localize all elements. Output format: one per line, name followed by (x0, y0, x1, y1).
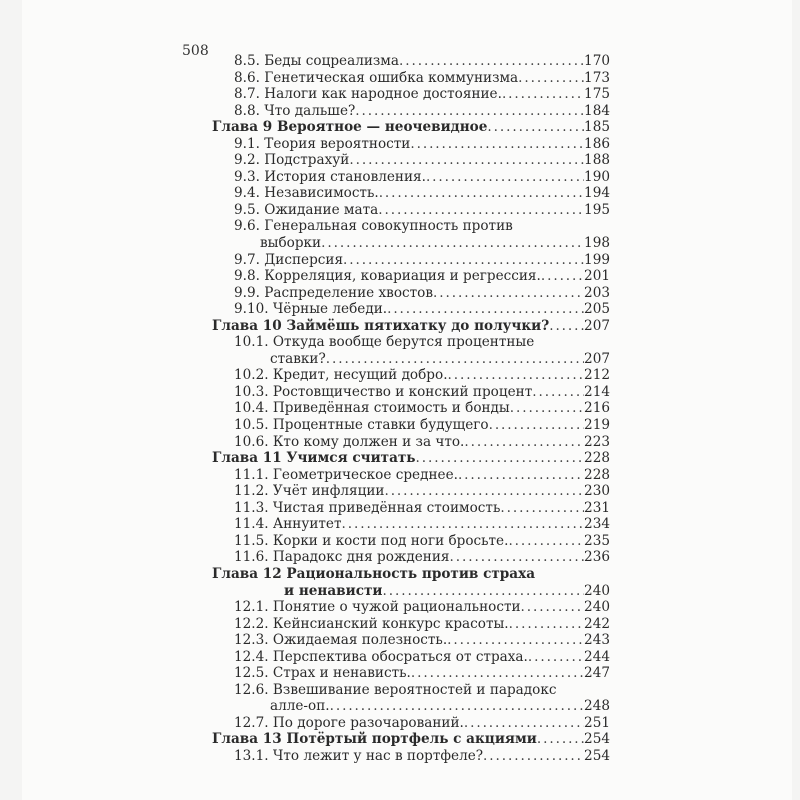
dot-leader (378, 202, 584, 219)
entry-title: 11.1. Геометрическое среднее. (234, 466, 458, 483)
entry-page-number: 231 (584, 499, 610, 516)
dot-leader (411, 665, 584, 682)
toc-section-entry (212, 632, 610, 649)
toc-section-entry (212, 334, 610, 351)
toc-section-entry (212, 467, 610, 484)
entry-page-number: 254 (584, 747, 610, 764)
entry-title: и ненависти (284, 582, 383, 599)
entry-title: 9.3. История становления. (234, 168, 426, 185)
entry-title: 11.2. Учёт инфляции (234, 483, 385, 500)
dot-leader (321, 235, 584, 252)
entry-title: 13.1. Что лежит у нас в портфеле? (234, 747, 484, 764)
entry-page-number: 185 (584, 119, 610, 136)
entry-title: ставки? (270, 350, 326, 367)
entry-page-number: 219 (584, 417, 610, 434)
toc-section-entry (212, 698, 610, 715)
entry-title: алле-оп. (270, 698, 330, 715)
toc-section-entry (212, 400, 610, 417)
entry-title: 11.3. Чистая приведённая стоимость (234, 499, 501, 516)
toc-section-entry (212, 367, 610, 384)
entry-title: 10.3. Ростовщичество и конский процент (234, 383, 533, 400)
dot-leader (426, 169, 584, 186)
entry-page-number: 212 (584, 367, 610, 384)
entry-title: 12.4. Перспектива обосраться от страха. (234, 648, 528, 665)
dot-leader (382, 583, 584, 600)
dot-leader (500, 500, 584, 517)
toc-section-entry (212, 549, 610, 566)
toc-section-entry (212, 417, 610, 434)
entry-page-number: 173 (584, 69, 610, 86)
entry-page-number: 243 (584, 632, 610, 649)
dot-leader (528, 649, 584, 666)
toc-section-entry (212, 103, 610, 120)
dot-leader (343, 252, 584, 269)
entry-page-number: 240 (584, 582, 610, 599)
toc-section-entry (212, 53, 610, 70)
toc-section-entry (212, 152, 610, 169)
dot-leader (537, 731, 584, 748)
entry-page-number: 190 (584, 168, 610, 185)
entry-page-number: 205 (584, 301, 610, 318)
dot-leader (433, 285, 584, 302)
toc-chapter-entry (212, 318, 610, 335)
toc-section-entry (212, 665, 610, 682)
entry-title: 9.9. Распределение хвостов (234, 284, 433, 301)
entry-page-number: 201 (584, 268, 610, 285)
entry-title: 8.8. Что дальше? (234, 102, 356, 119)
dot-leader (521, 599, 585, 616)
toc-section-entry (212, 235, 610, 252)
dot-leader (518, 70, 584, 87)
toc-section-entry (212, 70, 610, 87)
book-page (22, 0, 792, 800)
entry-page-number: 188 (584, 152, 610, 169)
entry-page-number: 223 (584, 433, 610, 450)
toc-section-entry (212, 252, 610, 269)
entry-page-number: 230 (584, 483, 610, 500)
entry-page-number: 248 (584, 698, 610, 715)
toc-section-entry (212, 169, 610, 186)
entry-title: 9.10. Чёрные лебеди. (234, 301, 388, 318)
toc-section-entry (212, 516, 610, 533)
entry-title: 11.5. Корки и кости под ноги бросьте. (234, 532, 509, 549)
entry-title: 9.5. Ожидание мата (234, 201, 379, 218)
entry-title: Глава 9 Вероятное — неочевидное (212, 119, 488, 136)
dot-leader (464, 715, 584, 732)
toc-chapter-entry (212, 583, 610, 600)
dot-leader (448, 367, 585, 384)
toc-chapter-entry (212, 450, 610, 467)
table-of-contents (212, 53, 610, 765)
entry-page-number: 247 (584, 665, 610, 682)
entry-page-number: 186 (584, 135, 610, 152)
dot-leader (487, 119, 584, 136)
entry-title: 8.5. Беды соцреализма (234, 53, 399, 69)
dot-leader (549, 318, 584, 335)
dot-leader (341, 516, 584, 533)
toc-section-entry (212, 384, 610, 401)
entry-title: Глава 12 Рациональность против страха (212, 565, 536, 582)
dot-leader (508, 533, 584, 550)
entry-page-number: 175 (584, 86, 610, 103)
entry-page-number: 244 (584, 648, 610, 665)
entry-page-number: 207 (584, 350, 610, 367)
entry-title: 10.4. Приведённая стоимость и бонды (234, 400, 510, 417)
entry-page-number: 203 (584, 284, 610, 301)
entry-page-number: 216 (584, 400, 610, 417)
dot-leader (355, 103, 584, 120)
entry-title: 9.6. Генеральная совокупность против (234, 218, 513, 235)
toc-chapter-entry (212, 731, 610, 748)
dot-leader (510, 400, 584, 417)
toc-section-entry (212, 434, 610, 451)
entry-title: Глава 13 Потёртый портфель с акциями (212, 731, 537, 748)
entry-title: 10.2. Кредит, несущий добро. (234, 367, 448, 384)
dot-leader (509, 616, 584, 633)
entry-title: 10.1. Откуда вообще берутся процентные (234, 334, 535, 351)
dot-leader (502, 86, 584, 103)
entry-page-number: 170 (584, 53, 610, 69)
dot-leader (384, 483, 584, 500)
toc-section-entry (212, 715, 610, 732)
dot-leader (450, 549, 585, 566)
dot-leader (379, 185, 584, 202)
entry-page-number: 194 (584, 185, 610, 202)
entry-title: 12.6. Взвешивание вероятностей и парадокс (234, 681, 557, 698)
entry-page-number: 184 (584, 102, 610, 119)
dot-leader (447, 632, 584, 649)
entry-title: Глава 11 Учимся считать (212, 450, 416, 467)
toc-section-entry (212, 136, 610, 153)
entry-page-number: 207 (584, 317, 610, 334)
toc-section-entry (212, 268, 610, 285)
toc-section-entry (212, 202, 610, 219)
entry-page-number: 242 (584, 615, 610, 632)
entry-page-number: 235 (584, 532, 610, 549)
toc-section-entry (212, 599, 610, 616)
entry-title: выборки (260, 235, 322, 252)
entry-title: 12.7. По дороге разочарований. (234, 714, 464, 731)
entry-page-number: 228 (584, 466, 610, 483)
entry-title: 11.6. Парадокс дня рождения (234, 549, 450, 566)
entry-page-number: 198 (584, 235, 610, 252)
entry-page-number: 251 (584, 714, 610, 731)
entry-title: 10.6. Кто кому должен и за что. (234, 433, 465, 450)
entry-page-number: 228 (584, 450, 610, 467)
entry-title: 9.8. Корреляция, ковариация и регрессия. (234, 268, 541, 285)
dot-leader (532, 384, 584, 401)
dot-leader (464, 434, 584, 451)
entry-title: 9.4. Независимость. (234, 185, 379, 202)
toc-section-entry (212, 218, 610, 235)
entry-title: 8.6. Генетическая ошибка коммунизма (234, 69, 519, 86)
dot-leader (541, 268, 584, 285)
dot-leader (399, 53, 584, 70)
entry-page-number: 240 (584, 599, 610, 616)
entry-title: 9.7. Дисперсия (234, 251, 344, 268)
dot-leader (330, 698, 584, 715)
toc-section-entry (212, 616, 610, 633)
dot-leader (416, 450, 585, 467)
toc-section-entry (212, 351, 610, 368)
entry-title: 8.7. Налоги как народное достояние. (234, 86, 502, 103)
toc-chapter-entry (212, 119, 610, 136)
entry-title: 10.5. Процентные ставки будущего (234, 417, 489, 434)
entry-page-number: 199 (584, 251, 610, 268)
toc-section-entry (212, 185, 610, 202)
toc-section-entry (212, 533, 610, 550)
toc-section-entry (212, 682, 610, 699)
dot-leader (349, 152, 584, 169)
entry-title: Глава 10 Займёшь пятихатку до получки? (212, 317, 550, 334)
dot-leader (458, 467, 584, 484)
entry-title: 12.2. Кейнсианский конкурс красоты. (234, 615, 509, 632)
toc-chapter-entry (212, 566, 610, 583)
dot-leader (410, 136, 584, 153)
entry-title: 11.4. Аннуитет (234, 516, 342, 533)
toc-section-entry (212, 500, 610, 517)
entry-page-number: 236 (584, 549, 610, 566)
entry-title: 9.1. Теория вероятности (234, 135, 411, 152)
entry-title: 12.3. Ожидаемая полезность. (234, 632, 448, 649)
toc-section-entry (212, 301, 610, 318)
toc-section-entry (212, 748, 610, 765)
entry-page-number: 214 (584, 383, 610, 400)
entry-title: 12.1. Понятие о чужой рациональности (234, 599, 521, 616)
entry-title: 12.5. Страх и ненависть. (234, 665, 411, 682)
dot-leader (483, 748, 584, 765)
toc-section-entry (212, 86, 610, 103)
entry-title: 9.2. Подстрахуй (234, 152, 350, 169)
dot-leader (326, 351, 584, 368)
entry-page-number: 234 (584, 516, 610, 533)
toc-section-entry (212, 649, 610, 666)
toc-section-entry (212, 285, 610, 302)
dot-leader (489, 417, 584, 434)
dot-leader (387, 301, 584, 318)
entry-page-number: 254 (584, 731, 610, 748)
entry-page-number: 195 (584, 201, 610, 218)
toc-section-entry (212, 483, 610, 500)
page-number: 508 (182, 43, 209, 59)
